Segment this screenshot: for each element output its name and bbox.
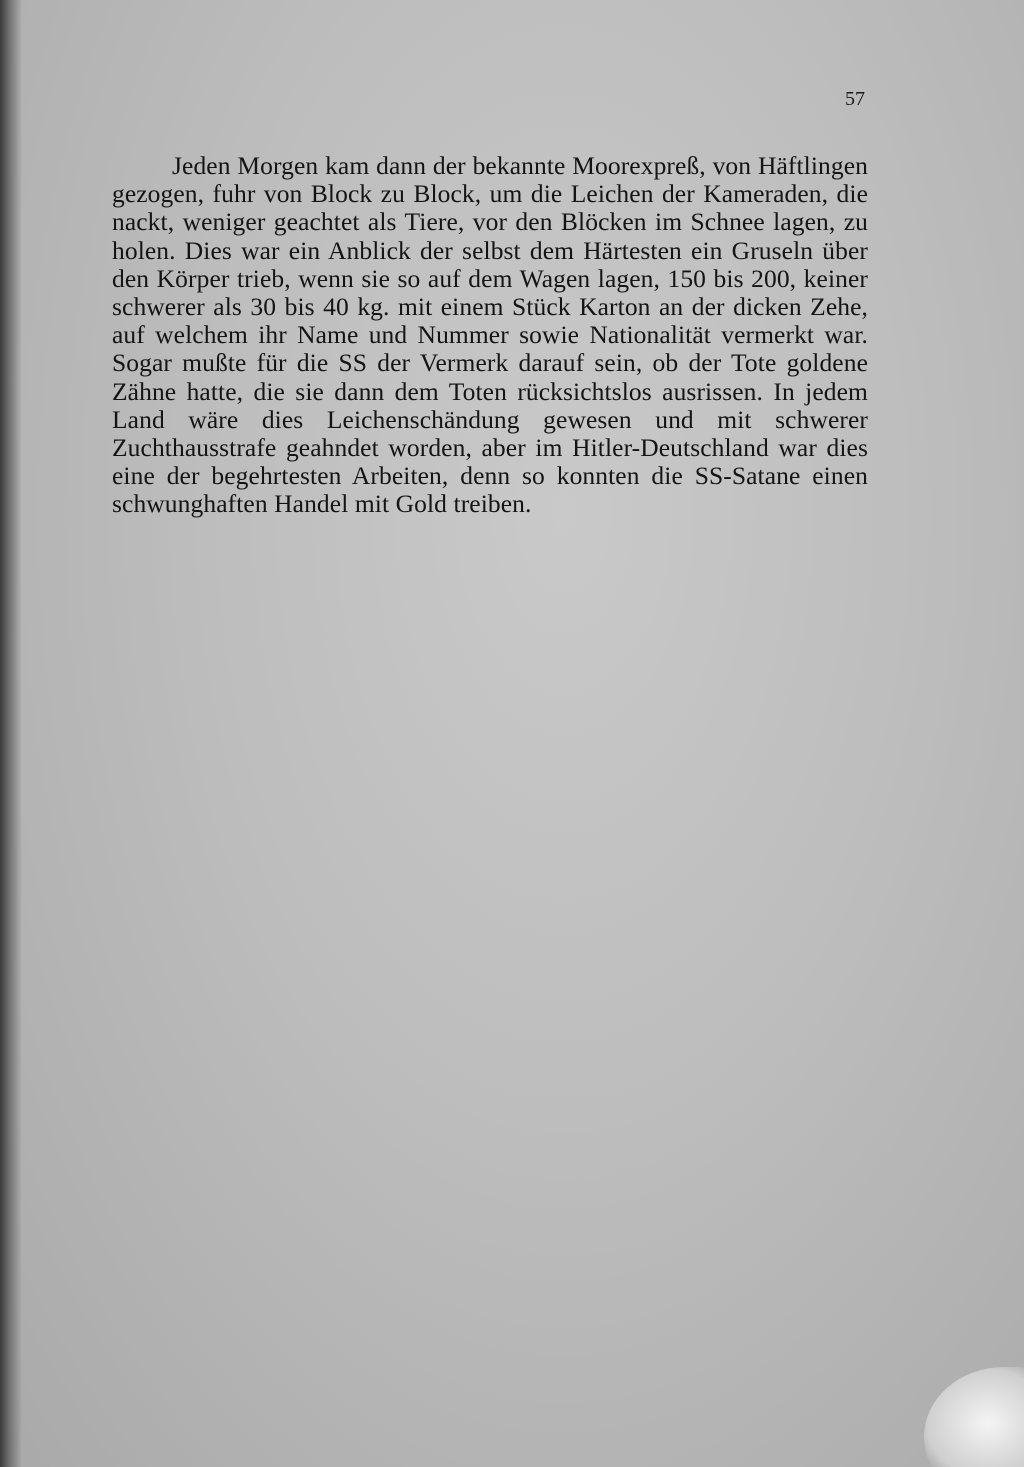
thumb-holding-page [924,1367,1024,1467]
body-paragraph: Jeden Morgen kam dann der bekannte Moorexpreß, von Häftlingen gezogen, fuhr von Block zu Block, um die Leichen der Kameraden, die nackt, weniger geachtet als Tiere, vor den Blöcken im Schnee lagen, zu holen. Dies war ein Anblick der selbst dem Härtesten ein Gruseln über den Körper trieb, wenn sie so auf dem Wagen lagen, 150 bis 200, keiner schwerer als 30 bis 40 kg. mit einem Stück Karton an der dicken Zehe, auf welchem ihr Name und Nummer sowie Nationalität vermerkt war. Sogar mußte für die SS der Vermerk darauf sein, ob der Tote goldene Zähne hatte, die sie dann dem Toten rücksichtslos ausrissen. In jedem Land wäre dies Leichenschändung gewesen und mit schwerer Zuchthausstrafe geahndet worden, aber im Hitler-Deutschland war dies eine der begehrtesten Arbeiten, denn so konnten die SS-Satane einen schwunghaften Handel mit Gold treiben. [112,151,868,519]
spine-shadow [0,0,22,1467]
page-number: 57 [845,88,865,110]
